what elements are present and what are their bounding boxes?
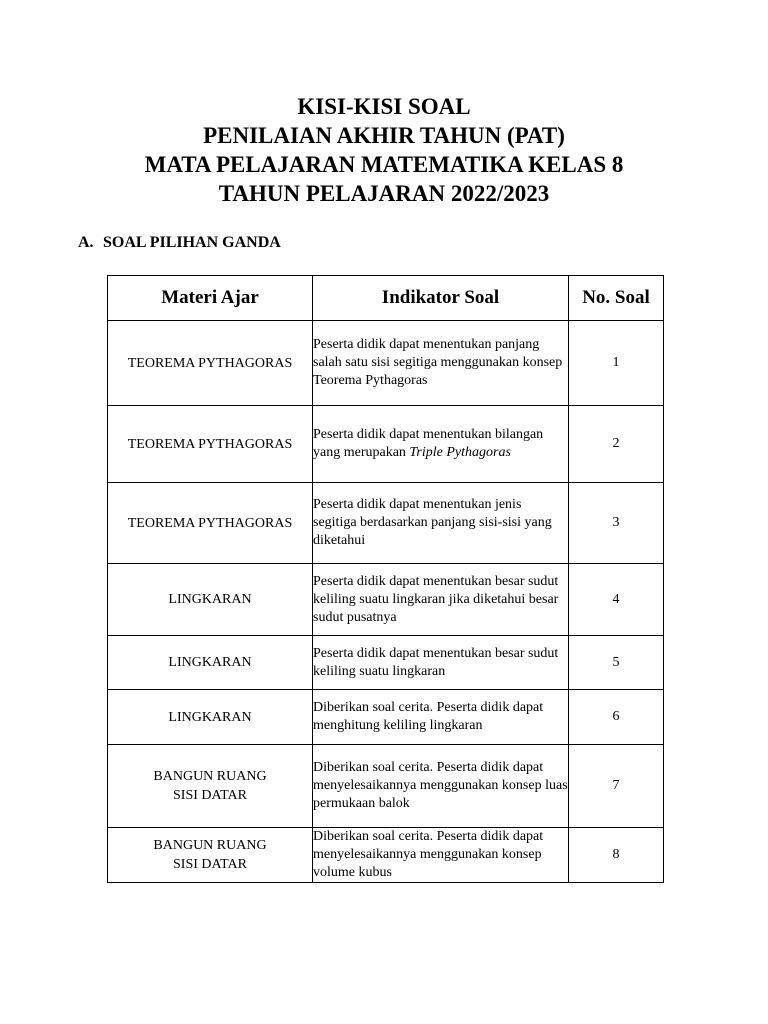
materi-text: LINGKARAN: [168, 655, 252, 670]
cell-indikator: Diberikan soal cerita. Peserta didik dapat menghitung keliling lingkaran: [313, 690, 569, 745]
cell-indikator: Peserta didik dapat menentukan jenis segitiga berdasarkan panjang sisi-sisi yang diketahui: [313, 483, 569, 564]
cell-materi: [108, 483, 313, 564]
table-row: [108, 636, 664, 690]
cell-no-soal: 3: [569, 483, 664, 564]
table-row: [108, 406, 664, 483]
title-line-2: PENILAIAN AKHIR TAHUN (PAT): [203, 123, 565, 148]
cell-indikator: Peserta didik dapat menentukan besar sudut keliling suatu lingkaran: [313, 636, 569, 690]
section-heading: [78, 233, 281, 253]
cell-materi: [108, 564, 313, 636]
cell-indikator: Peserta didik dapat menentukan panjang salah satu sisi segitiga menggunakan konsep Teorema Pythagoras: [313, 321, 569, 406]
kisi-table: [107, 275, 664, 883]
header-indikator-soal: Indikator Soal: [313, 276, 569, 321]
materi-text: LINGKARAN: [168, 592, 252, 607]
header-no-soal: No. Soal: [569, 276, 664, 321]
table-row: [108, 745, 664, 828]
cell-indikator: [313, 406, 569, 483]
table-row: [108, 564, 664, 636]
indikator-italic-text: Triple Pythagoras: [409, 445, 511, 460]
title-line-3: MATA PELAJARAN MATEMATIKA KELAS 8: [144, 152, 624, 177]
cell-materi: [108, 745, 313, 828]
materi-text: TEOREMA PYTHAGORAS: [127, 436, 293, 452]
cell-indikator: Peserta didik dapat menentukan besar sudut keliling suatu lingkaran jika diketahui besar sudut pusatnya: [313, 564, 569, 636]
indikator-text: Peserta didik dapat menentukan bilangan yang merupakan: [313, 427, 544, 460]
materi-text-line-1: BANGUN RUANG: [153, 838, 267, 853]
cell-materi: [108, 406, 313, 483]
materi-text-line-2: SISI DATAR: [173, 857, 247, 872]
section-label: SOAL PILIHAN GANDA: [103, 234, 281, 251]
cell-materi: [108, 690, 313, 745]
materi-text-line-1: BANGUN RUANG: [153, 769, 267, 784]
cell-no-soal: 2: [569, 406, 664, 483]
cell-materi: [108, 321, 313, 406]
section-letter: A.: [78, 234, 94, 251]
table-row: [108, 828, 664, 883]
table-row: [108, 483, 664, 564]
cell-materi: [108, 828, 313, 883]
cell-indikator: Diberikan soal cerita. Peserta didik dapat menyelesaikannya menggunakan konsep luas permukaan balok: [313, 745, 569, 828]
materi-text: TEOREMA PYTHAGORAS: [127, 515, 293, 531]
title-line-1: KISI-KISI SOAL: [297, 94, 471, 119]
cell-no-soal: 8: [569, 828, 664, 883]
cell-no-soal: 5: [569, 636, 664, 690]
cell-no-soal: 6: [569, 690, 664, 745]
table-row: [108, 690, 664, 745]
cell-materi: [108, 636, 313, 690]
header-materi-ajar: Materi Ajar: [108, 276, 313, 321]
document-title: [0, 92, 768, 208]
table-row: [108, 321, 664, 406]
cell-no-soal: 4: [569, 564, 664, 636]
cell-indikator: Diberikan soal cerita. Peserta didik dapat menyelesaikannya menggunakan konsep volume kubus: [313, 828, 569, 883]
table-header-row: [108, 276, 664, 321]
cell-no-soal: 1: [569, 321, 664, 406]
materi-text: TEOREMA PYTHAGORAS: [127, 355, 293, 371]
title-line-4: TAHUN PELAJARAN 2022/2023: [218, 181, 550, 206]
materi-text-line-2: SISI DATAR: [173, 788, 247, 803]
cell-no-soal: 7: [569, 745, 664, 828]
materi-text: LINGKARAN: [168, 709, 252, 725]
